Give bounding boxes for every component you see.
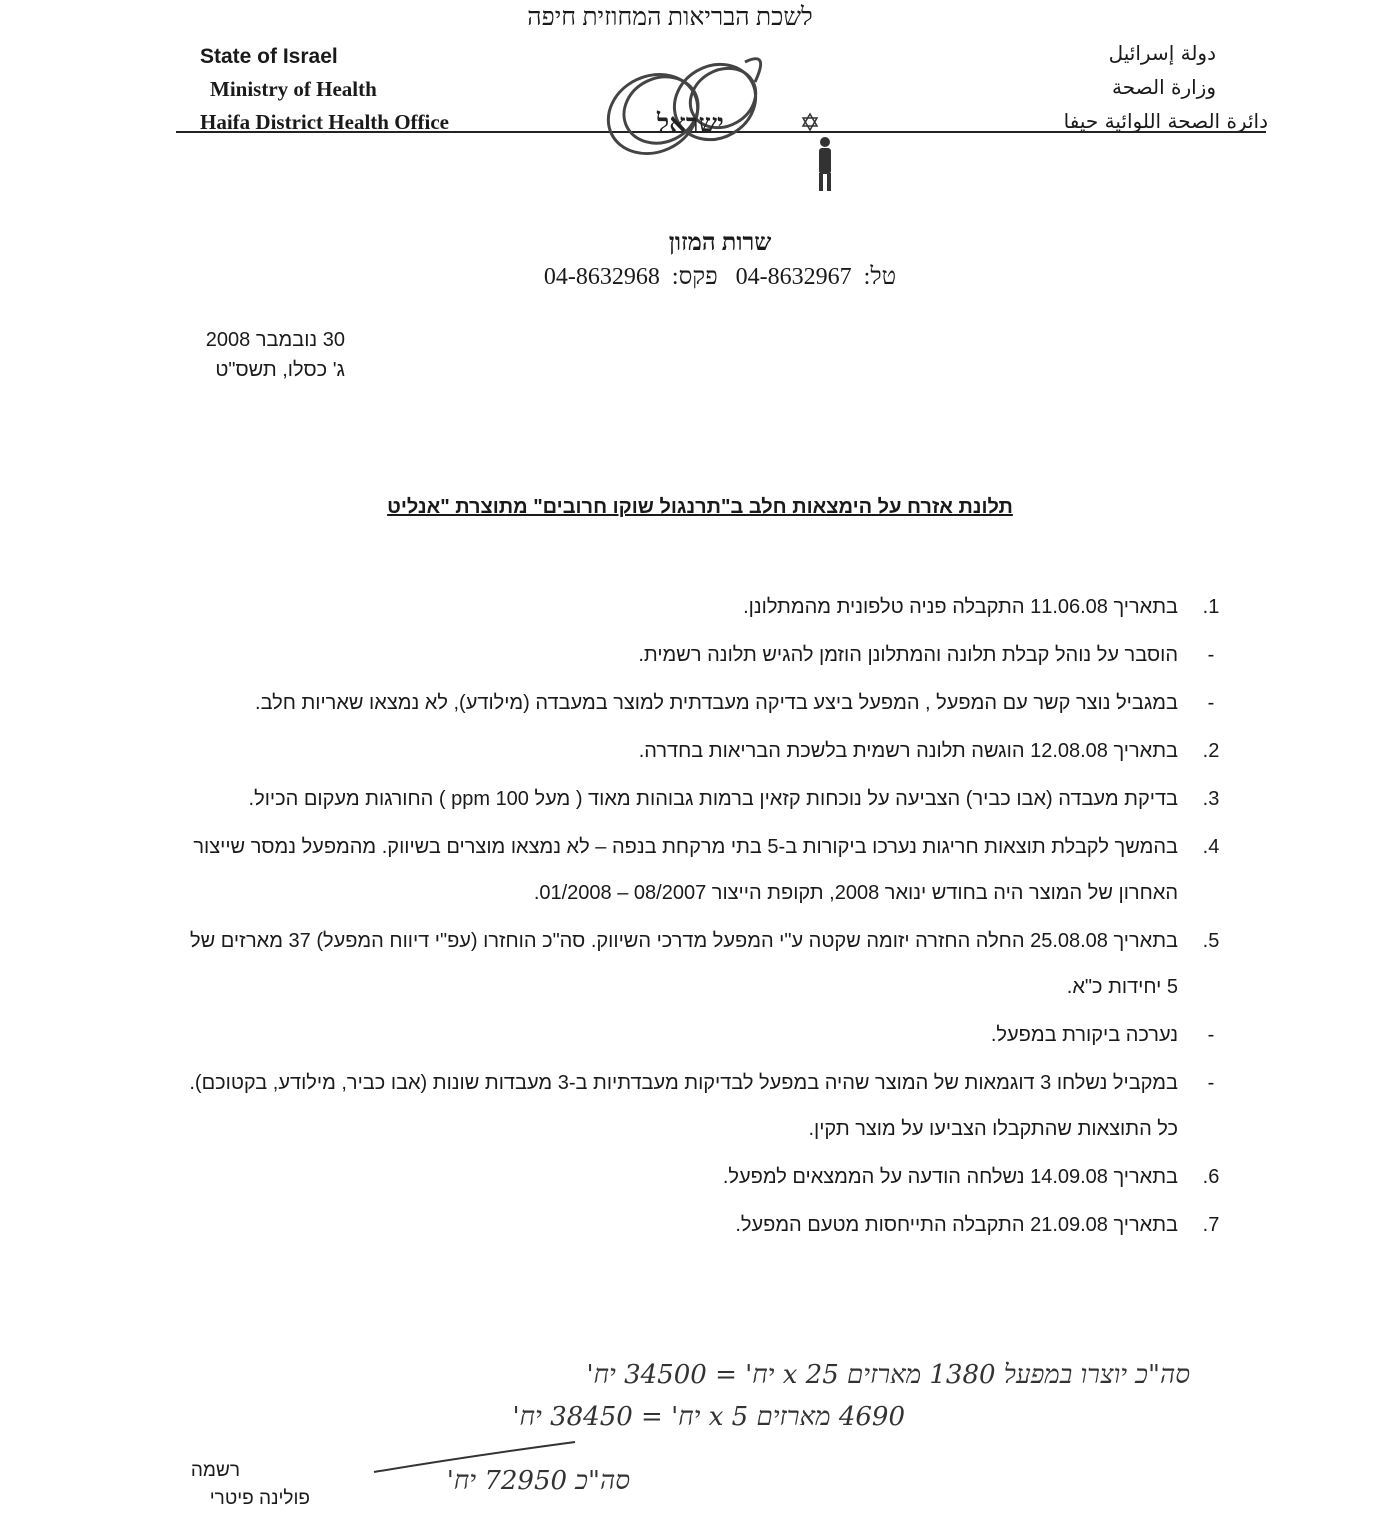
letterhead-arabic-office: دائرة الصحة اللوائية حيفا <box>1063 109 1268 133</box>
handwritten-note-line1: סה"כ יוצרו במפעל 1380 מארזים x 25 יח' = 34500 יח' <box>586 1360 1190 1390</box>
item-text: הוסבר על נוהל קבלת תלונה והמתלונן הוזמן להגיש תלונה רשמית. <box>638 644 1178 666</box>
item-marker: 7. <box>1202 1214 1220 1236</box>
letterhead-office-hebrew: לשכת הבריאות המחוזית חיפה <box>527 4 813 31</box>
letterhead-english-ministry: Ministry of Health <box>210 77 377 101</box>
item-marker: 4. <box>1202 836 1220 858</box>
handwritten-total: סה"כ 72950 יח' <box>446 1466 630 1496</box>
signature-name: פולינה פיטרי <box>209 1488 310 1509</box>
item-text: נערכה ביקורת במפעל. <box>990 1024 1178 1046</box>
list-item <box>176 584 1226 630</box>
fax-label: פקס: <box>671 264 718 290</box>
item-text: בהמשך לקבלת תוצאות חריגות נערכו ביקורות ב-5 בתי מרקחת בנפה – לא נמצאו מוצרים בשיווק. מהמפעל נמסר שייצור האחרון של המוצר היה בחודש ינואר 2008, תקופת הייצור 08/2007 – 01/2008. <box>193 836 1178 904</box>
item-text: במקביל נשלחו 3 דוגמאות של המוצר שהיה במפעל לבדיקות מעבדתיות ב-3 מעבדות שונות (אבו כביר, מילודע, בקטוכם). כל התוצאות שהתקבלו הצביעו על מוצר תקין. <box>189 1072 1178 1140</box>
letter-date <box>100 325 345 385</box>
list-item <box>176 1202 1226 1248</box>
list-item <box>176 824 1226 916</box>
list-item <box>176 680 1226 726</box>
letter-body <box>176 584 1226 1250</box>
item-marker: - <box>1207 692 1215 714</box>
item-text: בתאריך 12.08.08 הוגשה תלונה רשמית בלשכת הבריאות בחדרה. <box>638 740 1178 762</box>
food-service-title: שרות המזון <box>668 230 772 256</box>
tel-number: 04-8632967 <box>735 264 852 290</box>
list-item <box>176 1012 1226 1058</box>
item-marker: - <box>1207 1072 1215 1094</box>
item-marker: 1. <box>1202 596 1220 618</box>
item-marker: 3. <box>1202 788 1220 810</box>
item-marker: 6. <box>1202 1166 1220 1188</box>
israel-60-logo <box>595 52 845 202</box>
list-item <box>176 918 1226 1010</box>
letter-subject: תלונת אזרח על הימצאות חלב ב"תרנגול שוקו חרובים" מתוצרת "אנליט <box>387 496 1013 518</box>
list-item <box>176 776 1226 822</box>
logo-text: ישראל <box>657 109 724 139</box>
tel-label: טל: <box>863 264 897 290</box>
item-marker: - <box>1207 1024 1215 1046</box>
item-text: בדיקת מעבדה (אבו כביר) הצביעה על נוכחות קזאין ברמות גבוהות מאוד ( מעל 100 ppm ) החורגות מעקום הכיול. <box>248 788 1178 810</box>
item-text: בתאריך 14.09.08 נשלחה הודעה על הממצאים למפעל. <box>722 1166 1178 1188</box>
logo-figure-icon <box>819 137 831 191</box>
letterhead-arabic-state: دولة إسرائيل <box>1108 41 1216 65</box>
list-item <box>176 632 1226 678</box>
date-hebrew: ג' כסלו, תשס"ט <box>215 359 345 381</box>
item-text: בתאריך 11.06.08 התקבלה פניה טלפונית מהמתלונן. <box>743 596 1178 618</box>
logo-star-icon <box>803 114 817 130</box>
list-item <box>176 1060 1226 1152</box>
item-marker: 5. <box>1202 930 1220 952</box>
letterhead-english-office: Haifa District Health Office <box>200 110 450 134</box>
handwritten-note-line2: 4690 מארזים x 5 יח' = 38450 יח' <box>512 1402 905 1432</box>
letterhead-arabic-ministry: وزارة الصحة <box>1112 75 1216 99</box>
letterhead-english-state: State of Israel <box>200 45 338 68</box>
item-text: בתאריך 21.09.08 התקבלה התייחסות מטעם המפעל. <box>735 1214 1178 1236</box>
date-gregorian: 30 נובמבר 2008 <box>205 329 345 351</box>
item-text: במגביל נוצר קשר עם המפעל , המפעל ביצע בדיקה מעבדתית למוצר במעבדה (מילודע), לא נמצאו שאריות חלב. <box>255 692 1178 714</box>
item-marker: - <box>1207 644 1215 666</box>
letterhead-arabic <box>948 36 1268 138</box>
contact-line <box>420 264 1020 291</box>
fax-number: 04-8632968 <box>543 264 660 290</box>
letterhead-english <box>200 40 449 139</box>
signature-role: רשמה <box>190 1460 240 1481</box>
item-text: בתאריך 25.08.08 החלה החזרה יזומה שקטה ע"י המפעל מדרכי השיווק. סה"כ הוחזרו (עפ"י דיווח המפעל) 37 מארזים של 5 יחידות כ"א. <box>190 930 1178 998</box>
item-marker: 2. <box>1202 740 1220 762</box>
list-item <box>176 728 1226 774</box>
list-item <box>176 1154 1226 1200</box>
